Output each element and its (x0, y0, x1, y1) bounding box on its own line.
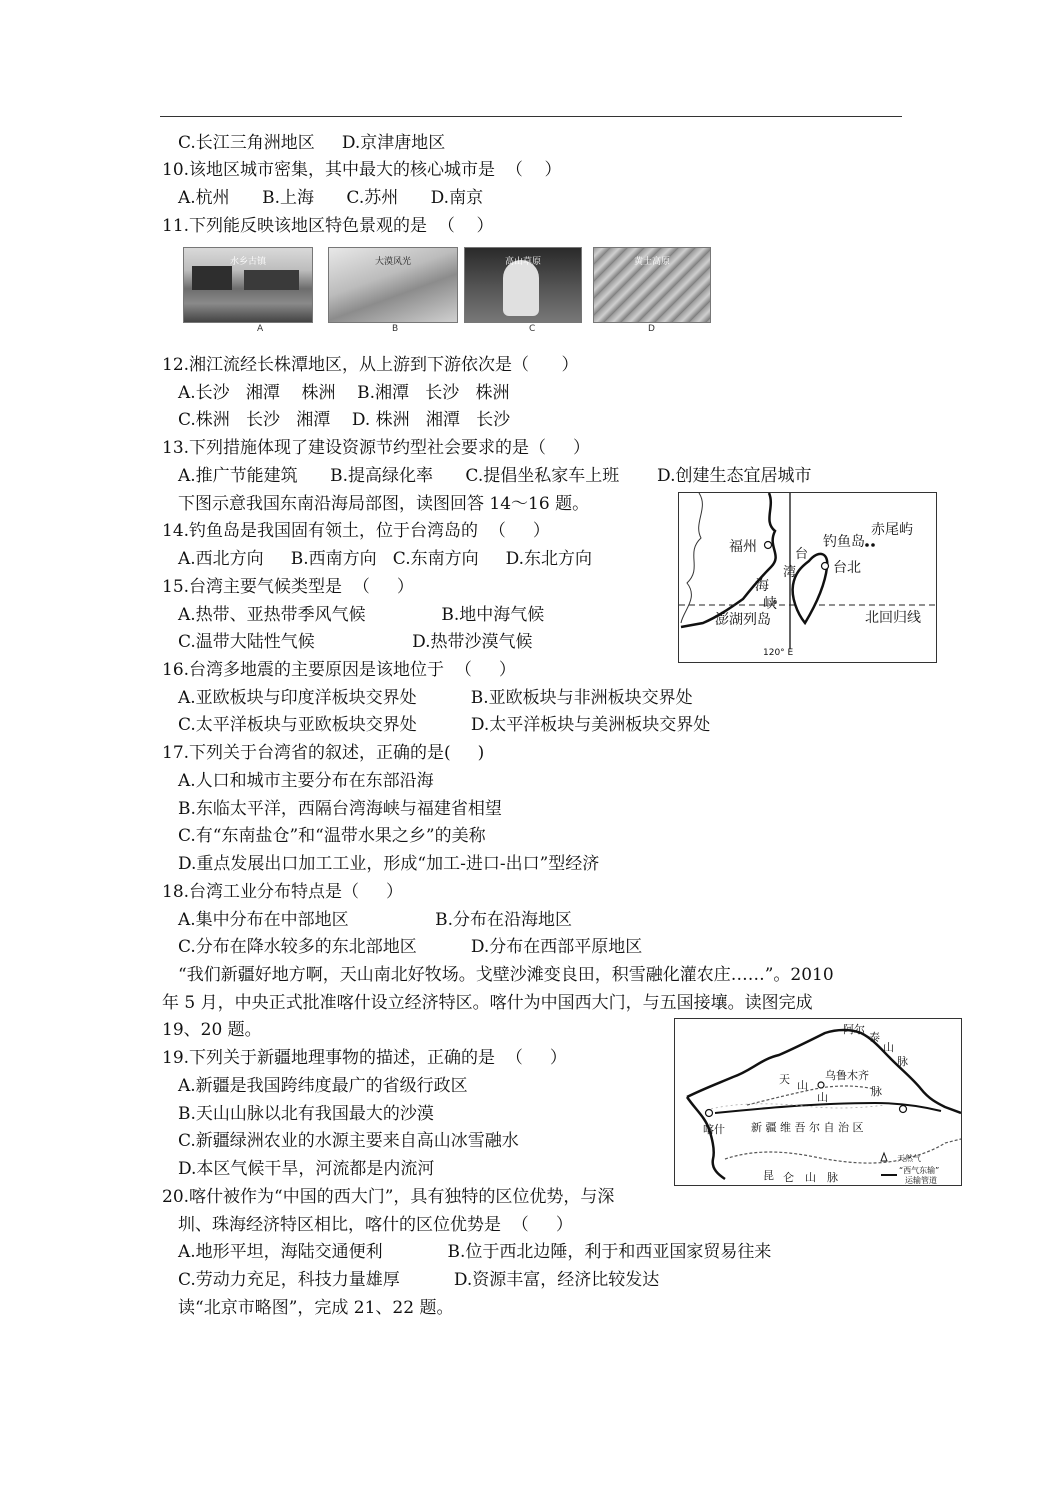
q17-stem: 17.下列关于台湾省的叙述，正确的是( ) (162, 743, 485, 763)
q18-options-cd: C.分布在降水较多的东北部地区 D.分布在西部平原地区 (178, 937, 643, 957)
photo-letter-c: C (529, 324, 536, 334)
legend-gas-label: 天然气 (897, 1154, 921, 1163)
photo-caption-c: 高山草原 (504, 257, 541, 267)
urumqi-dot (818, 1082, 824, 1088)
label-taiwan-2: 湾 (783, 565, 797, 580)
q15-stem: 15.台湾主要气候类型是 （ ） (162, 577, 414, 597)
label-tropic: 北回归线 (865, 610, 921, 626)
q20-stem-cont: 圳、珠海经济特区相比，喀什的区位优势是 （ ） (178, 1215, 573, 1235)
q12-options-cd: C.株洲 长沙 湘潭 D. 株洲 湘潭 长沙 (178, 410, 511, 430)
taiwan-map (678, 492, 937, 663)
label-kunlun-4: 脉 (827, 1171, 838, 1184)
photo-letter-a: A (257, 324, 264, 334)
q17-option-d: D.重点发展出口加工工业，形成“加工-进口-出口”型经济 (178, 854, 600, 874)
q11-stem: 11.下列能反映该地区特色景观的是 （ ） (162, 216, 494, 236)
label-region: 新 疆 维 吾 尔 自 治 区 (751, 1121, 864, 1134)
legend-pipeline-label-1: “西气东输” (899, 1166, 940, 1175)
intro-19-20-line1: “我们新疆好地方啊，天山南北好牧场。戈壁沙滩变良田，积雪融化灌农庄……”。2010 (178, 965, 834, 985)
intro-21-22: 读“北京市略图”，完成 21、22 题。 (178, 1298, 454, 1318)
xinjiang-map (674, 1018, 962, 1186)
label-altai-3: 山 (883, 1041, 894, 1054)
q19-option-a: A.新疆是我国跨纬度最广的省级行政区 (178, 1076, 468, 1096)
q9-options-cd: C.长江三角洲地区 D.京津唐地区 (178, 133, 446, 153)
q19-option-c: C.新疆绿洲农业的水源主要来自高山冰雪融水 (178, 1131, 519, 1151)
label-kunlun-2: 仑 (783, 1171, 794, 1184)
label-fuzhou: 福州 (729, 539, 757, 555)
label-diaoyu: 钓鱼岛 (823, 534, 865, 550)
landscape-photo-c (464, 247, 582, 323)
label-altai-2: 泰 (869, 1031, 880, 1044)
q13-stem: 13.下列措施体现了建设资源节约型社会要求的是（ ） (162, 438, 591, 458)
label-tianshan-4: 脉 (871, 1085, 882, 1098)
q15-options-ab: A.热带、亚热带季风气候 B.地中海气候 (178, 605, 545, 625)
q16-options-ab: A.亚欧板块与印度洋板块交界处 B.亚欧板块与非洲板块交界处 (178, 688, 693, 708)
photo-letter-b: B (392, 324, 399, 334)
label-altai-1: 阿尔 (843, 1023, 865, 1036)
q20-options-ab: A.地形平坦，海陆交通便利 B.位于西北边陲，利于和西亚国家贸易往来 (178, 1242, 772, 1262)
photo-caption-d: 黄土高原 (633, 257, 670, 267)
kunlun-mountains (725, 1139, 961, 1163)
intro-14-16: 下图示意我国东南沿海局部图，读图回答 14～16 题。 (178, 494, 590, 514)
q14-options: A.西北方向 B.西南方向 C.东南方向 D.东北方向 (178, 549, 593, 569)
label-urumqi: 乌鲁木齐 (825, 1069, 869, 1082)
legend-gas-symbol (881, 1153, 887, 1161)
label-chiwei: 赤尾屿 (871, 522, 913, 538)
label-meridian: 120° E (763, 648, 794, 658)
label-taiwan-1: 台 (795, 547, 809, 562)
chiwei-dot (871, 543, 875, 547)
photo-caption-b: 大漠风光 (374, 257, 411, 267)
q19-option-d: D.本区气候干旱，河流都是内流河 (178, 1159, 435, 1179)
photo-caption-a: 水乡古镇 (229, 257, 266, 267)
q18-stem: 18.台湾工业分布特点是（ ） (162, 882, 404, 902)
inland-border (681, 493, 702, 623)
diaoyu-dot (865, 543, 869, 547)
label-taibei: 台北 (833, 560, 861, 576)
photo-letter-d: D (648, 324, 655, 334)
taibei-dot (822, 563, 829, 570)
pipeline-node (900, 1106, 907, 1113)
label-penghu: 澎湖列岛 (715, 612, 771, 628)
q10-options: A.杭州 B.上海 C.苏州 D.南京 (178, 188, 484, 208)
label-strait-2: 峡 (763, 596, 777, 612)
q12-stem: 12.湘江流经长株潭地区，从上游到下游依次是（ ） (162, 355, 579, 375)
label-kunlun-1: 昆 (763, 1169, 774, 1182)
xinjiang-border-west (687, 1097, 725, 1179)
landscape-photo-a (183, 247, 313, 323)
landscape-photo-b (328, 247, 458, 323)
intro-19-20-line3: 19、20 题。 (162, 1020, 262, 1040)
header-rule (160, 116, 902, 117)
label-tianshan-1: 天 (779, 1073, 790, 1086)
q10-stem: 10.该地区城市密集，其中最大的核心城市是 （ ） (162, 160, 562, 180)
label-kashi: 喀什 (703, 1123, 725, 1136)
q19-option-b: B.天山山脉以北有我国最大的沙漠 (178, 1104, 434, 1124)
q16-options-cd: C.太平洋板块与亚欧板块交界处 D.太平洋板块与美洲板块交界处 (178, 715, 711, 735)
q17-option-b: B.东临太平洋，西隔台湾海峡与福建省相望 (178, 799, 502, 819)
label-tianshan-3: 山 (817, 1091, 828, 1104)
q18-options-ab: A.集中分布在中部地区 B.分布在沿海地区 (178, 910, 573, 930)
label-tianshan-2: 山 (797, 1079, 808, 1092)
mainland-coastline (681, 493, 776, 627)
legend-pipeline-label-2: 运输管道 (905, 1176, 937, 1185)
q16-stem: 16.台湾多地震的主要原因是该地位于 （ ） (162, 660, 516, 680)
q17-option-a: A.人口和城市主要分布在东部沿海 (178, 771, 434, 791)
fuzhou-dot (765, 542, 772, 549)
q12-options-ab: A.长沙 湘潭 株洲 B.湘潭 长沙 株洲 (178, 383, 510, 403)
q13-options: A.推广节能建筑 B.提高绿化率 C.提倡坐私家车上班 D.创建生态宜居城市 (178, 466, 812, 486)
q19-stem: 19.下列关于新疆地理事物的描述，正确的是 （ ） (162, 1048, 567, 1068)
q20-options-cd: C.劳动力充足，科技力量雄厚 D.资源丰富，经济比较发达 (178, 1270, 660, 1290)
tianshan-mountains (747, 1086, 875, 1105)
landscape-photo-d (593, 247, 711, 323)
label-altai-4: 脉 (897, 1055, 908, 1068)
q14-stem: 14.钓鱼岛是我国固有领土，位于台湾岛的 （ ） (162, 521, 550, 541)
q17-option-c: C.有“东南盐仓”和“温带水果之乡”的美称 (178, 826, 486, 846)
q20-stem: 20.喀什被作为“中国的西大门”，具有独特的区位优势，与深 (162, 1187, 615, 1207)
kashi-dot (706, 1110, 713, 1117)
q15-options-cd: C.温带大陆性气候 D.热带沙漠气候 (178, 632, 533, 652)
intro-19-20-line2: 年 5 月，中央正式批准喀什设立经济特区。喀什为中国西大门，与五国接壤。读图完成 (162, 993, 813, 1013)
label-strait-1: 海 (755, 578, 769, 594)
label-kunlun-3: 山 (805, 1171, 816, 1184)
